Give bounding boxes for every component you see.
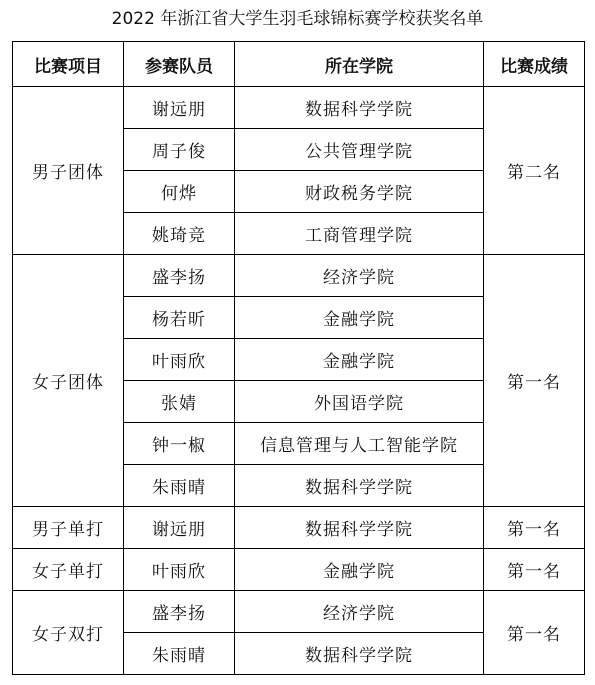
college-cell: 数据科学学院	[235, 507, 484, 549]
college-cell: 信息管理与人工智能学院	[235, 423, 484, 465]
document-title: 2022 年浙江省大学生羽毛球锦标赛学校获奖名单	[111, 9, 484, 29]
college-cell: 金融学院	[235, 339, 484, 381]
member-cell: 朱雨晴	[124, 465, 235, 507]
college-cell: 数据科学学院	[235, 465, 484, 507]
event-cell: 女子团体	[13, 255, 124, 507]
member-cell: 叶雨欣	[124, 339, 235, 381]
college-cell: 公共管理学院	[235, 129, 484, 171]
member-cell: 张婧	[124, 381, 235, 423]
college-cell: 外国语学院	[235, 381, 484, 423]
college-cell: 数据科学学院	[235, 87, 484, 129]
member-cell: 杨若昕	[124, 297, 235, 339]
table-row	[13, 507, 585, 549]
header-result: 比赛成绩	[484, 42, 585, 87]
member-cell: 谢远朋	[124, 507, 235, 549]
college-cell: 财政税务学院	[235, 171, 484, 213]
member-cell: 朱雨晴	[124, 633, 235, 675]
event-cell: 男子单打	[13, 507, 124, 549]
header-member: 参赛队员	[124, 42, 235, 87]
result-cell: 第一名	[484, 507, 585, 549]
header-event: 比赛项目	[13, 42, 124, 87]
result-cell: 第二名	[484, 87, 585, 255]
member-cell: 盛李扬	[124, 255, 235, 297]
member-cell: 何烨	[124, 171, 235, 213]
table-row	[13, 255, 585, 297]
result-cell: 第一名	[484, 591, 585, 675]
college-cell: 经济学院	[235, 255, 484, 297]
awards-table	[12, 41, 585, 675]
event-cell: 女子双打	[13, 591, 124, 675]
member-cell: 叶雨欣	[124, 549, 235, 591]
college-cell: 数据科学学院	[235, 633, 484, 675]
member-cell: 钟一椒	[124, 423, 235, 465]
table-row	[13, 549, 585, 591]
college-cell: 经济学院	[235, 591, 484, 633]
event-cell: 女子单打	[13, 549, 124, 591]
member-cell: 谢远朋	[124, 87, 235, 129]
event-cell: 男子团体	[13, 87, 124, 255]
table-row	[13, 87, 585, 129]
college-cell: 金融学院	[235, 297, 484, 339]
result-cell: 第一名	[484, 255, 585, 507]
college-cell: 工商管理学院	[235, 213, 484, 255]
table-row	[13, 591, 585, 633]
member-cell: 周子俊	[124, 129, 235, 171]
result-cell: 第一名	[484, 549, 585, 591]
member-cell: 姚琦竞	[124, 213, 235, 255]
member-cell: 盛李扬	[124, 591, 235, 633]
header-row	[13, 42, 585, 87]
college-cell: 金融学院	[235, 549, 484, 591]
header-college: 所在学院	[235, 42, 484, 87]
